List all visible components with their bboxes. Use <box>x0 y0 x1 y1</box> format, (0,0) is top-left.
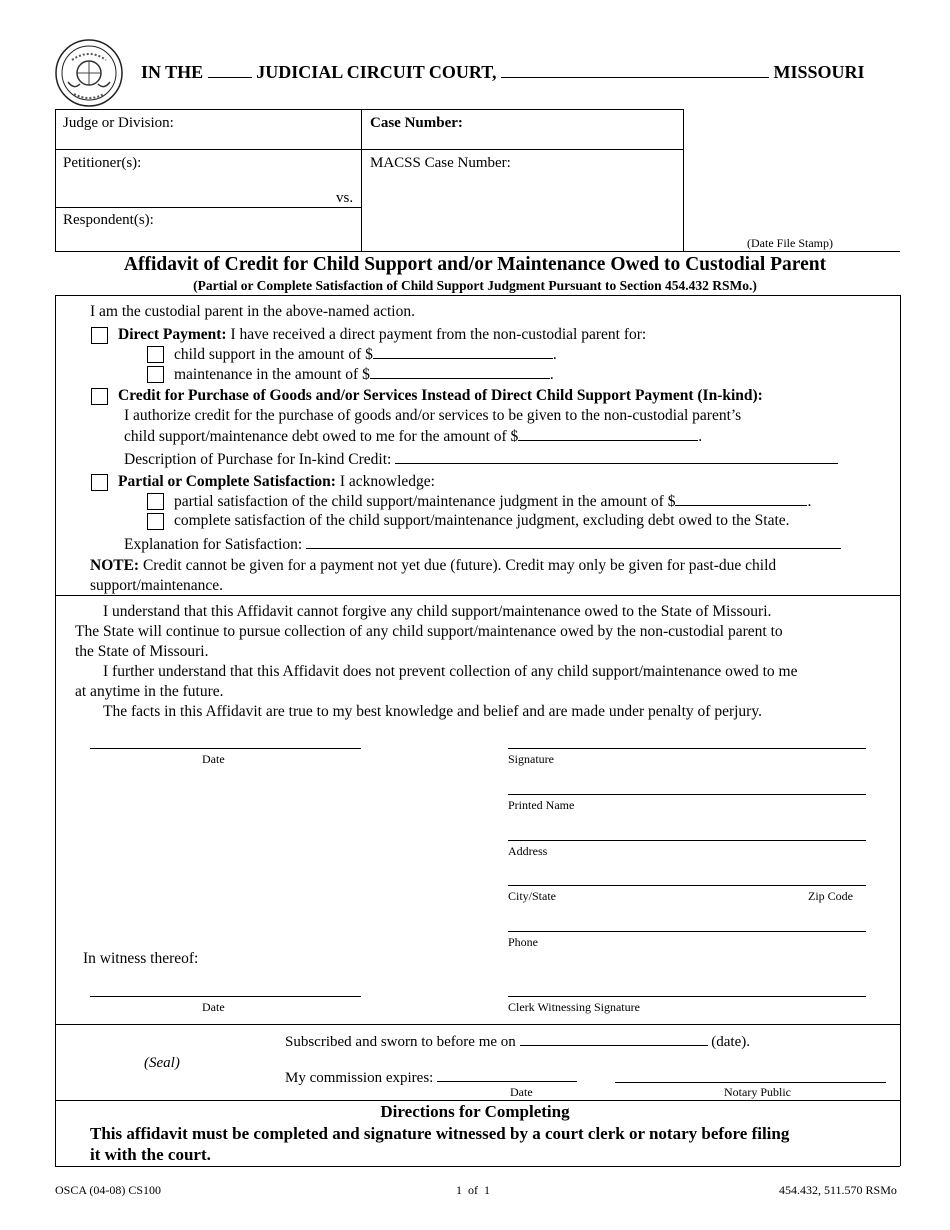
maintenance-line: maintenance in the amount of $ . <box>174 366 554 383</box>
phone-label: Phone <box>508 935 538 949</box>
understand-p2-line1: I further understand that this Affidavit does not prevent collection of any child support/maintenance owed to me <box>103 663 798 680</box>
perjury-statement: The facts in this Affidavit are true to my best knowledge and belief and are made under penalty of perjury. <box>103 703 762 720</box>
printed-name-label: Printed Name <box>508 798 575 812</box>
partial-amount-field[interactable] <box>675 492 807 506</box>
maintenance-checkbox[interactable] <box>147 366 164 383</box>
date-label: Date <box>202 752 225 766</box>
date-file-stamp-label: (Date File Stamp) <box>747 236 833 250</box>
form-title: Affidavit of Credit for Child Support and/or Maintenance Owed to Custodial Parent <box>123 254 827 275</box>
understand-p1-line3: the State of Missouri. <box>75 643 209 660</box>
note-text1: Credit cannot be given for a payment not yet due (future). Credit may only be given for past-due child <box>139 557 777 574</box>
child-support-amount-field[interactable] <box>373 345 553 359</box>
witness-date-line[interactable] <box>90 996 361 997</box>
address-line[interactable] <box>508 840 866 841</box>
subscribed-text: Subscribed and sworn to before me on <box>285 1034 516 1050</box>
satisfaction-desc: I acknowledge: <box>335 473 435 490</box>
header-part3: MISSOURI <box>773 62 865 82</box>
direct-payment-text <box>118 326 646 344</box>
inkind-description-label: Description of Purchase for In-kind Credit: <box>124 451 392 468</box>
macss-case-number-label: MACSS Case Number: <box>370 155 511 171</box>
satisfaction-checkbox[interactable] <box>91 474 108 491</box>
city-state-line[interactable] <box>508 885 866 886</box>
intro-statement: I am the custodial parent in the above-named action. <box>90 303 415 320</box>
form-id: OSCA (04-08) CS100 <box>55 1183 162 1197</box>
inkind-line2-text: child support/maintenance debt owed to me for the amount of $ <box>124 428 519 445</box>
header-part1: IN THE <box>141 62 204 82</box>
child-support-text: child support in the amount of $ <box>174 346 373 363</box>
partial-satisfaction-text: partial satisfaction of the child support/maintenance judgment in the amount of $ <box>174 493 676 510</box>
note-bold: NOTE: <box>90 557 140 574</box>
page-number: 1 of 1 <box>456 1183 490 1197</box>
clerk-signature-label: Clerk Witnessing Signature <box>508 1000 640 1014</box>
inkind-description-field[interactable] <box>395 450 838 464</box>
understand-p1-line1: I understand that this Affidavit cannot forgive any child support/maintenance owed to the State of Missouri. <box>103 603 772 620</box>
city-state-label: City/State <box>508 889 556 903</box>
signature-line[interactable] <box>508 748 866 749</box>
child-support-checkbox[interactable] <box>147 346 164 363</box>
signature-label: Signature <box>508 752 554 766</box>
inkind-line2: child support/maintenance debt owed to me for the amount of $ . <box>124 428 703 445</box>
county-field[interactable] <box>501 64 769 78</box>
seal-label: (Seal) <box>144 1055 180 1071</box>
directions-line1: This affidavit must be completed and signature witnessed by a court clerk or notary before filing <box>90 1124 790 1143</box>
complete-satisfaction-checkbox[interactable] <box>147 513 164 530</box>
witness-date-label: Date <box>202 1000 225 1014</box>
statute-reference: 454.432, 511.570 RSMo <box>779 1183 897 1197</box>
zip-code-label: Zip Code <box>808 889 853 903</box>
inkind-amount-field[interactable] <box>518 427 698 441</box>
inkind-credit-checkbox[interactable] <box>91 388 108 405</box>
understand-p2-line2: at anytime in the future. <box>75 683 224 700</box>
maintenance-text: maintenance in the amount of $ <box>174 366 370 383</box>
judge-division-label: Judge or Division: <box>63 115 174 131</box>
direct-payment-bold: Direct Payment: <box>118 326 227 343</box>
directions-title: Directions for Completing <box>380 1102 570 1121</box>
notary-signature-line[interactable] <box>615 1082 886 1083</box>
inkind-description-line <box>124 450 838 469</box>
complete-satisfaction-text: complete satisfaction of the child support/maintenance judgment, excluding debt owed to the State. <box>174 512 790 529</box>
sworn-date-suffix: (date). <box>711 1034 751 1050</box>
explanation-label: Explanation for Satisfaction: <box>124 536 303 553</box>
understand-p1-line2: The State will continue to pursue collection of any child support/maintenance owed by the non-custodial parent to <box>75 623 783 640</box>
inkind-heading: Credit for Purchase of Goods and/or Services Instead of Direct Child Support Payment (In-kind): <box>118 387 763 404</box>
address-label: Address <box>508 844 548 858</box>
form-subtitle: (Partial or Complete Satisfaction of Child Support Judgment Pursuant to Section 454.432 RSMo.) <box>193 278 757 293</box>
date-line[interactable] <box>90 748 361 749</box>
notary-public-label: Notary Public <box>724 1085 791 1099</box>
commission-line <box>285 1068 577 1087</box>
clerk-signature-line[interactable] <box>508 996 866 997</box>
missouri-court-seal <box>54 38 124 108</box>
partial-satisfaction-line: partial satisfaction of the child support/maintenance judgment in the amount of $ . <box>174 493 812 510</box>
child-support-line: child support in the amount of $ . <box>174 346 557 363</box>
case-number-label: Case Number: <box>370 115 463 131</box>
inkind-line1: I authorize credit for the purchase of goods and/or services to be given to the non-custodial parent’s <box>124 407 742 424</box>
vs-label: vs. <box>336 190 354 206</box>
witness-text: In witness thereof: <box>83 950 199 967</box>
directions-line2: it with the court. <box>90 1145 211 1164</box>
petitioner-label: Petitioner(s): <box>63 155 142 171</box>
note-line1 <box>90 557 776 575</box>
header-part2: JUDICIAL CIRCUIT COURT, <box>256 62 497 82</box>
court-header <box>141 62 864 83</box>
satisfaction-bold: Partial or Complete Satisfaction: <box>118 473 336 490</box>
note-line2: support/maintenance. <box>90 577 223 594</box>
commission-text: My commission expires: <box>285 1070 434 1086</box>
phone-line[interactable] <box>508 931 866 932</box>
commission-date-label: Date <box>510 1085 533 1099</box>
maintenance-amount-field[interactable] <box>370 365 550 379</box>
direct-payment-checkbox[interactable] <box>91 327 108 344</box>
sworn-date-field[interactable] <box>520 1032 708 1046</box>
circuit-number-field[interactable] <box>208 64 252 78</box>
subscribed-line <box>285 1032 750 1051</box>
printed-name-line[interactable] <box>508 794 866 795</box>
satisfaction-text <box>118 473 435 491</box>
partial-satisfaction-checkbox[interactable] <box>147 493 164 510</box>
explanation-line <box>124 535 841 554</box>
respondent-label: Respondent(s): <box>63 212 154 228</box>
commission-date-field[interactable] <box>437 1068 577 1082</box>
explanation-field[interactable] <box>306 535 841 549</box>
direct-payment-desc: I have received a direct payment from the non-custodial parent for: <box>226 326 647 343</box>
